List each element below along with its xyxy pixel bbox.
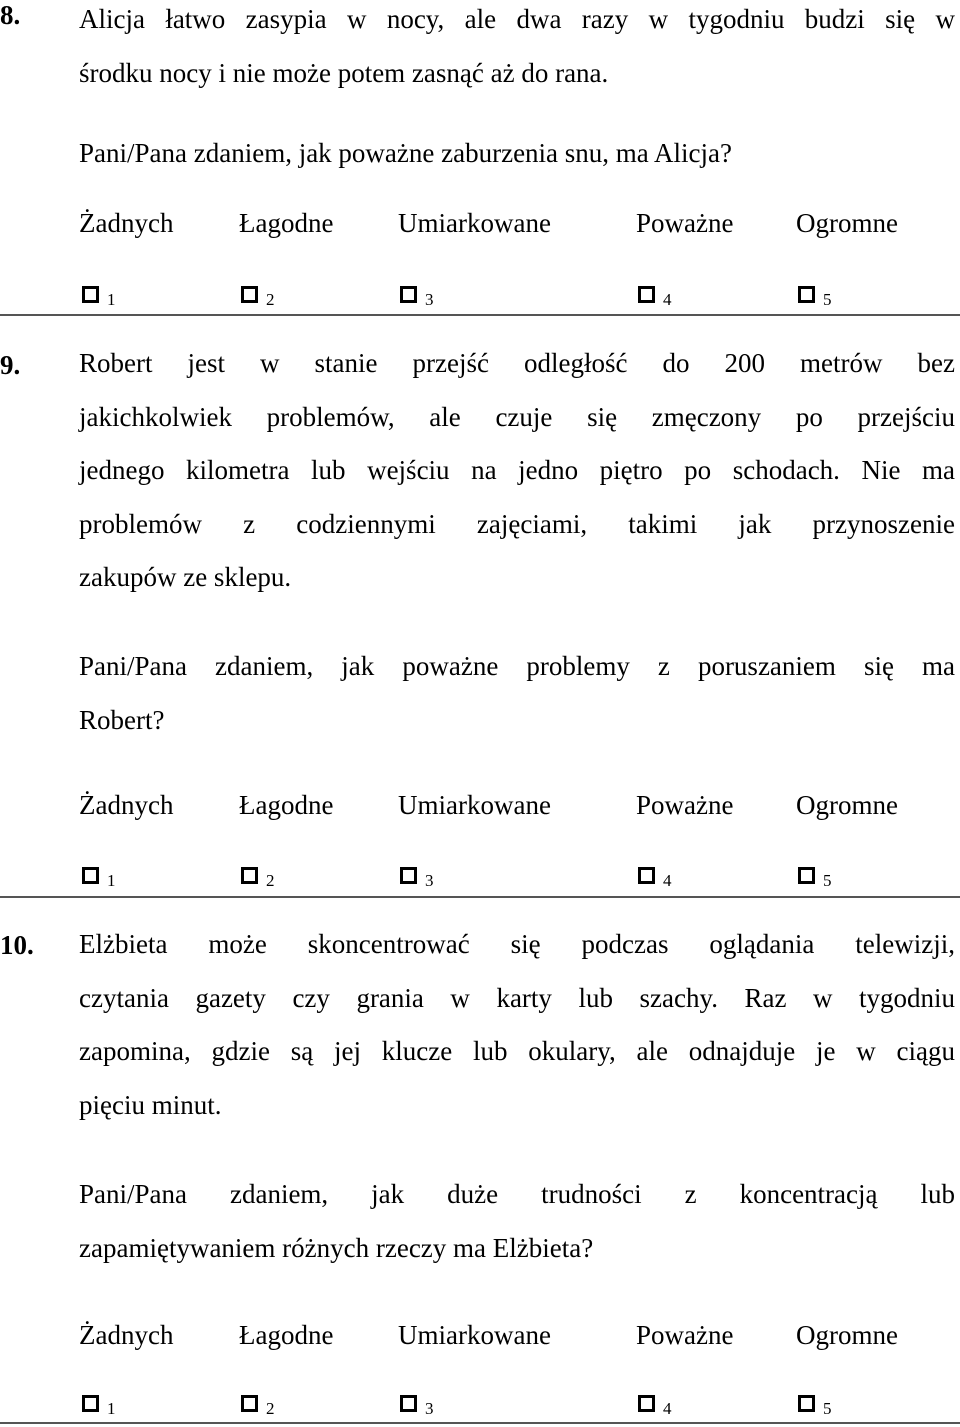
option-number: 4 [663,871,672,890]
scenario-line: czytania gazety czy grania w karty lub szachy. Raz w tygodniu [79,982,955,1013]
option-number: 4 [663,290,672,309]
severity-scale-labels [0,790,960,822]
scale-label-mild: Łagodne [239,790,334,820]
scale-label-extreme: Ogromne [796,790,898,820]
checkbox-square-icon [82,286,99,303]
checkbox-square-icon [400,1395,417,1412]
checkbox-square-icon [241,867,258,884]
question-number: 9. [0,350,21,380]
scenario-line: zakupów ze sklepu. [79,562,292,593]
scale-label-none: Żadnych [79,208,174,238]
scenario-line: Robert jest w stanie przejść odległość do 200 metrów bez [79,348,955,378]
checkbox-square-icon [798,1395,815,1412]
section-divider [0,896,960,898]
scale-label-mild: Łagodne [239,208,334,238]
scale-label-none: Żadnych [79,1320,174,1350]
question-line: Pani/Pana zdaniem, jak poważne problemy z poruszaniem się ma [79,651,955,681]
option-number: 5 [823,871,832,890]
answer-options [0,1394,960,1424]
checkbox-square-icon [638,286,655,303]
severity-scale-labels [0,1320,960,1352]
option-number: 1 [107,290,116,309]
question-line: Pani/Pana zdaniem, jak duże trudności z koncentracją lub [79,1179,955,1209]
checkbox-square-icon [798,286,815,303]
question-number: 8. [0,0,21,30]
scale-label-extreme: Ogromne [796,1320,898,1350]
scale-label-moderate: Umiarkowane [398,790,551,820]
checkbox-square-icon [400,867,417,884]
answer-options [0,285,960,315]
answer-options [0,866,960,896]
scenario-text [79,918,955,1132]
question-number: 10. [0,930,34,960]
checkbox-square-icon [798,867,815,884]
scenario-line: jakichkolwiek problemów, ale czuje się zmęczony po przejściu [79,401,955,432]
section-divider [0,314,960,316]
question-text [79,1168,955,1275]
scale-label-none: Żadnych [79,790,174,820]
option-number: 3 [425,290,434,309]
checkbox-square-icon [82,1395,99,1412]
option-number: 1 [107,871,116,890]
checkbox-square-icon [638,1395,655,1412]
question-line: zapamiętywaniem różnych rzeczy ma Elżbieta? [79,1232,594,1263]
checkbox-square-icon [400,286,417,303]
checkbox-square-icon [638,867,655,884]
scenario-line: środku nocy i nie może potem zasnąć aż do rana. [79,57,609,88]
section-divider [0,1422,960,1424]
option-number: 1 [107,1399,116,1418]
scenario-line: jednego kilometra lub wejściu na jedno piętro po schodach. Nie ma [79,455,955,486]
option-number: 2 [266,290,275,309]
severity-scale-labels [0,208,960,240]
scale-label-moderate: Umiarkowane [398,208,551,238]
checkbox-square-icon [241,1395,258,1412]
scenario-line: problemów z codziennymi zajęciami, takimi jak przynoszenie [79,508,955,539]
checkbox-square-icon [241,286,258,303]
question-text [79,640,955,747]
scale-label-severe: Poważne [636,1320,734,1350]
option-number: 5 [823,290,832,309]
scenario-line: Alicja łatwo zasypia w nocy, ale dwa razy w tygodniu budzi się w [79,4,955,34]
option-number: 2 [266,1399,275,1418]
checkbox-square-icon [82,867,99,884]
scale-label-severe: Poważne [636,790,734,820]
question-line: Robert? [79,704,165,735]
scale-label-severe: Poważne [636,208,734,238]
scenario-text [79,0,955,100]
option-number: 3 [425,871,434,890]
scenario-line: pięciu minut. [79,1089,222,1120]
scale-label-moderate: Umiarkowane [398,1320,551,1350]
scenario-line: zapomina, gdzie są jej klucze lub okulary, ale odnajduje je w ciągu [79,1036,955,1067]
scale-label-extreme: Ogromne [796,208,898,238]
scenario-line: Elżbieta może skoncentrować się podczas oglądania telewizji, [79,929,955,959]
option-number: 2 [266,871,275,890]
scale-label-mild: Łagodne [239,1320,334,1350]
option-number: 4 [663,1399,672,1418]
option-number: 3 [425,1399,434,1418]
option-number: 5 [823,1399,832,1418]
question-text: Pani/Pana zdaniem, jak poważne zaburzenia snu, ma Alicja? [79,138,732,168]
scenario-text [79,337,955,605]
